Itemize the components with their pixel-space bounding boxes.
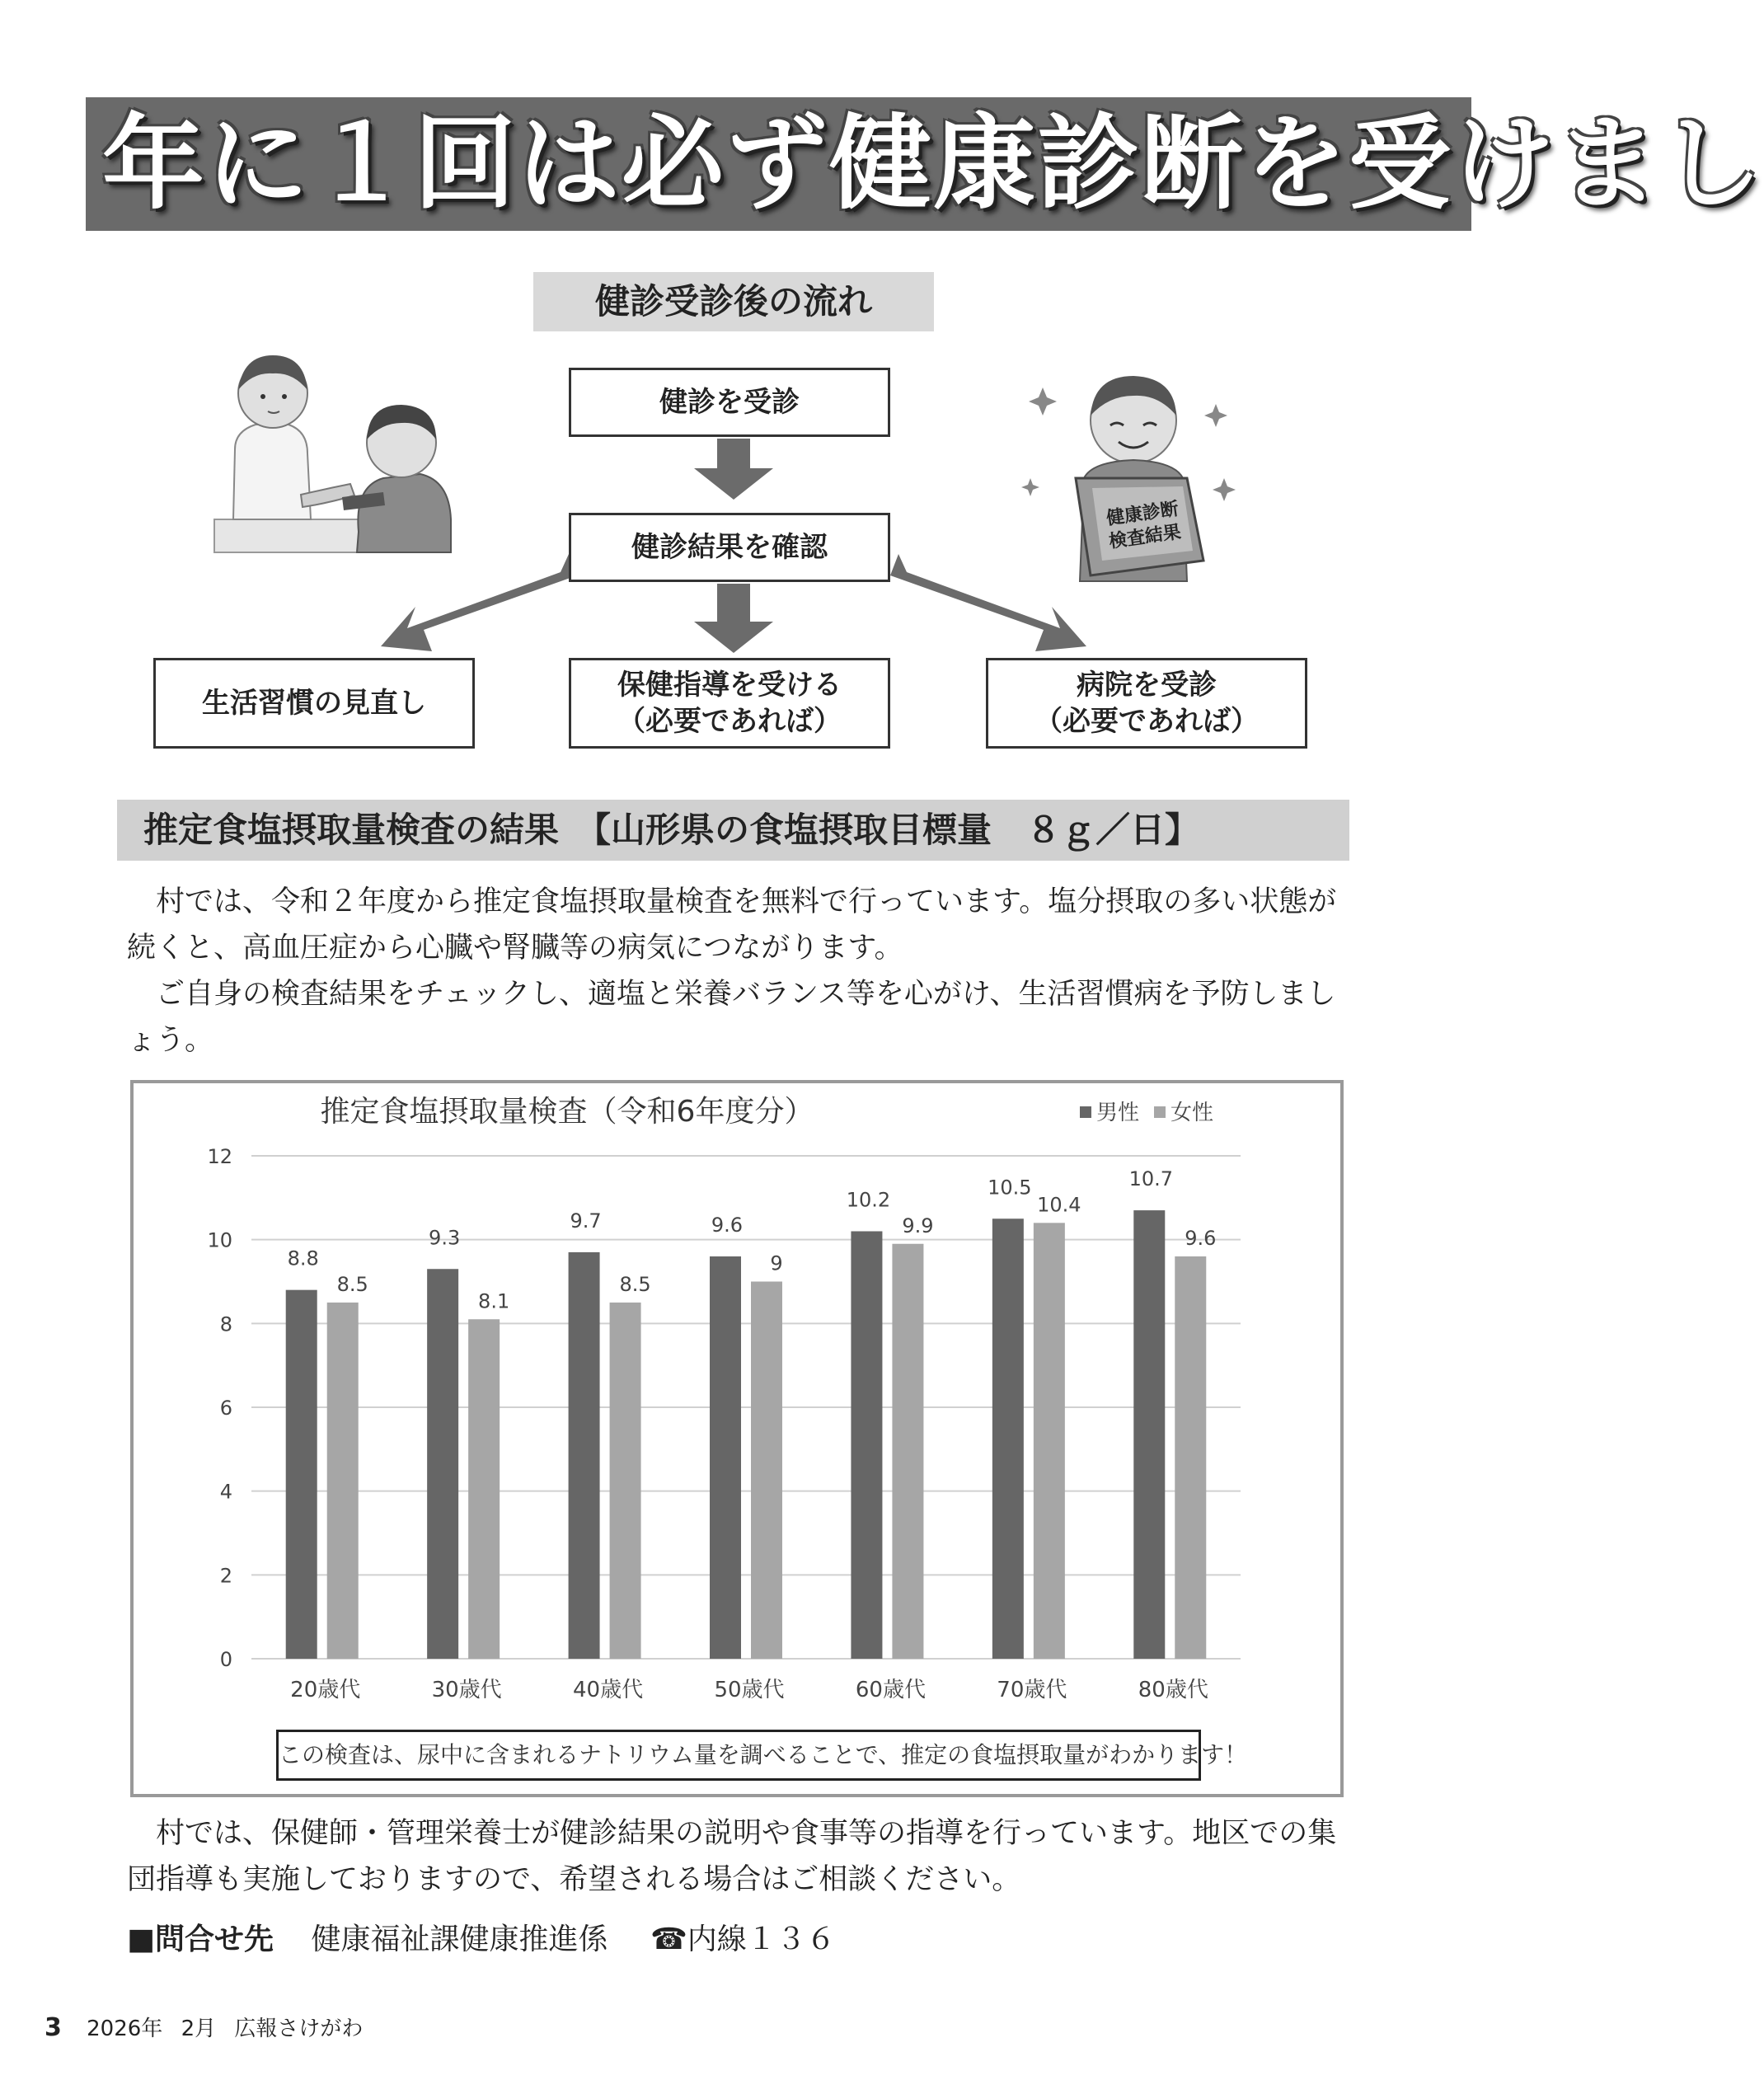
- book-cover-text: 健康診断: [1105, 499, 1180, 530]
- data-label: 8.5: [336, 1272, 368, 1296]
- data-label: 9.6: [1185, 1227, 1217, 1250]
- chart-note: この検査は、尿中に含まれるナトリウム量を調べることで、推定の食塩摂取量がわかります！: [276, 1730, 1201, 1781]
- data-label: 10.2: [846, 1188, 891, 1212]
- flow-step-label: 健診を受診: [659, 386, 800, 419]
- outcome-label: 病院を受診: [1077, 669, 1217, 702]
- outcome-sublabel: （必要であれば）: [1034, 705, 1259, 738]
- x-tick-label: 60歳代: [855, 1678, 926, 1702]
- flow-step-label: 健診結果を確認: [631, 531, 828, 564]
- bar-female: [1175, 1256, 1206, 1659]
- bar-female: [468, 1319, 500, 1659]
- chart-bars: [286, 1167, 1217, 1702]
- section-header: 推定食塩摂取量検査の結果 【山形県の食塩摂取目標量 ８ｇ／日】: [117, 800, 1349, 861]
- chart-legend: [1080, 1101, 1213, 1125]
- outcome-sublabel: （必要であれば）: [617, 705, 842, 738]
- footer-year: 2026年: [87, 2017, 163, 2041]
- footer-publication: 広報さけがわ: [234, 2017, 364, 2041]
- y-tick-label: 10: [207, 1228, 232, 1252]
- legend-label: 男性: [1096, 1101, 1140, 1125]
- bar-female: [751, 1282, 782, 1660]
- outcome-label: 生活習慣の見直し: [202, 687, 426, 720]
- intro-paragraph: 村では、令和２年度から推定食塩摂取量検査を無料で行っています。塩分摂取の多い状態が続くと、高血圧症から心臓や腎臓等の病気につながります。: [127, 885, 1337, 965]
- x-tick-label: 80歳代: [1138, 1678, 1208, 1702]
- advice-paragraph: ご自身の検査結果をチェックし、適塩と栄養バランス等を心がけ、生活習慣病を予防しましょう。: [127, 978, 1336, 1057]
- bar-male: [427, 1269, 458, 1659]
- contact-line: [127, 1919, 836, 1960]
- data-label: 9.6: [711, 1214, 744, 1237]
- y-tick-label: 6: [219, 1397, 232, 1420]
- data-label: 9: [770, 1251, 783, 1275]
- data-label: 9.9: [902, 1214, 934, 1237]
- x-tick-label: 30歳代: [431, 1678, 502, 1702]
- legend-label: 女性: [1171, 1101, 1214, 1125]
- x-tick-label: 50歳代: [714, 1678, 785, 1702]
- y-tick-label: 12: [207, 1145, 232, 1168]
- book-cover-text: 検査結果: [1107, 522, 1183, 553]
- legend-swatch: [1080, 1106, 1091, 1118]
- y-tick-label: 4: [219, 1480, 232, 1504]
- data-label: 8.1: [478, 1289, 510, 1313]
- bar-male: [710, 1256, 741, 1659]
- y-tick-label: 8: [219, 1312, 232, 1336]
- page-number: 3: [45, 2013, 62, 2042]
- bar-male: [992, 1218, 1024, 1659]
- chart-title: 推定食塩摂取量検査（令和6年度分）: [320, 1095, 814, 1129]
- y-tick-label: 2: [219, 1564, 232, 1588]
- outcome-label: 保健指導を受ける: [617, 669, 842, 702]
- y-tick-label: 0: [219, 1648, 232, 1671]
- bar-female: [327, 1303, 359, 1659]
- bar-female: [892, 1244, 923, 1659]
- footer-month: 2月: [181, 2017, 217, 2041]
- page-title: 年に１回は必ず健康診断を受けまし: [102, 105, 1764, 223]
- bar-male: [1133, 1210, 1165, 1659]
- data-label: 8.8: [287, 1247, 319, 1270]
- x-tick-label: 40歳代: [573, 1678, 644, 1702]
- bar-male: [286, 1290, 317, 1659]
- bar-male: [851, 1232, 882, 1660]
- data-label: 10.7: [1128, 1167, 1174, 1191]
- data-label: 10.4: [1037, 1193, 1081, 1217]
- data-label: 8.5: [619, 1272, 651, 1296]
- data-label: 9.3: [429, 1226, 461, 1250]
- contact-department: 健康福祉課健康推進係: [311, 1923, 608, 1956]
- flow-title: 健診受診後の流れ: [533, 272, 934, 331]
- page-footer: [45, 2012, 374, 2042]
- data-label: 9.7: [570, 1209, 602, 1233]
- legend-swatch: [1154, 1106, 1166, 1118]
- data-label: 10.5: [988, 1176, 1032, 1200]
- bar-male: [569, 1252, 600, 1659]
- bar-female: [610, 1303, 641, 1659]
- contact-label: ■問合せ先: [127, 1923, 274, 1956]
- contact-phone: ☎内線１３６: [650, 1923, 836, 1956]
- x-tick-label: 70歳代: [997, 1678, 1067, 1702]
- bar-female: [1034, 1223, 1065, 1659]
- guidance-paragraph: 村では、保健師・管理栄養士が健診結果の説明や食事等の指導を行っています。地区での集団指導も実施しておりますので、希望される場合はご相談ください。: [127, 1817, 1337, 1896]
- x-tick-label: 20歳代: [290, 1678, 361, 1702]
